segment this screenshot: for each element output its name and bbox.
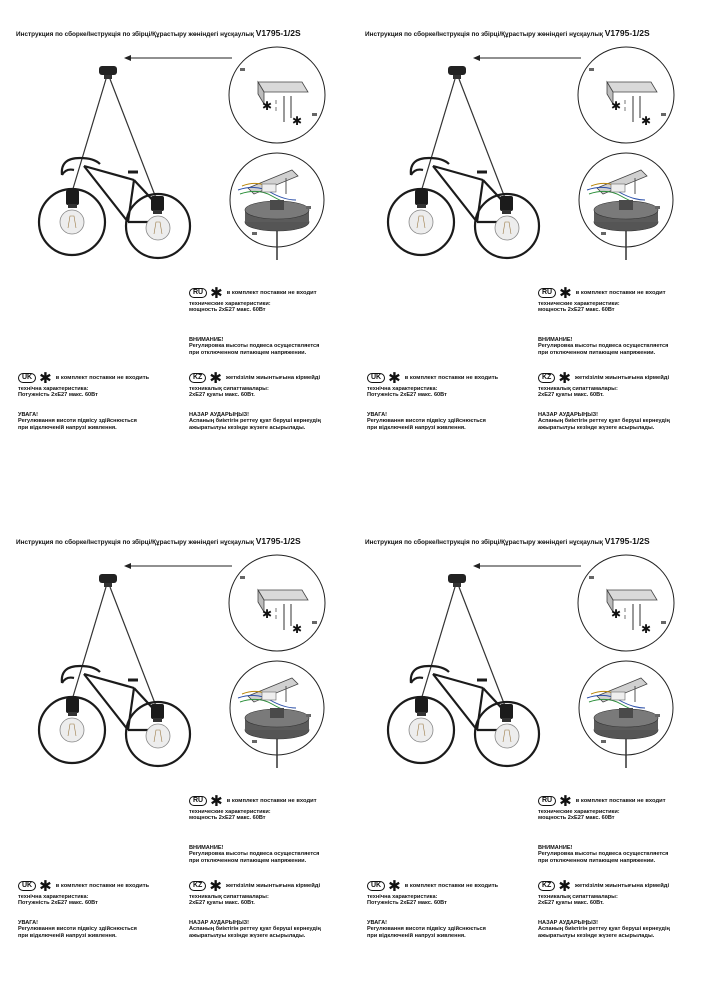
bracket-detail-diagram bbox=[578, 47, 674, 143]
ceiling-cup bbox=[99, 574, 117, 583]
kz-not-included: KZ ✱ жеткізілім жиынтығына кірмейді bbox=[189, 373, 320, 383]
star-marker: ✱ bbox=[262, 607, 273, 621]
lamp-socket-left bbox=[66, 698, 79, 716]
instruction-title: Инструкция по сборке/Інструкція по збірці/Құрастыру жөніндегі нұсқаулық V1795-1/2S bbox=[365, 28, 650, 38]
uk-specs: технічна характеристика: Потужність 2xE27 макс. 60Вт bbox=[367, 894, 447, 907]
star-icon: ✱ bbox=[388, 369, 401, 387]
bulb-left bbox=[409, 718, 433, 742]
uk-specs: технічна характеристика: Потужність 2xE27 макс. 60Вт bbox=[367, 386, 447, 399]
wiring-detail-diagram bbox=[230, 661, 324, 768]
bracket-detail-diagram bbox=[229, 555, 325, 651]
lamp-socket-right bbox=[500, 704, 513, 722]
ru-warning: ВНИМАНИЕ! Регулировка высоты подвеса осуществляется при отключенном питающем напряжении. bbox=[538, 337, 669, 356]
suspension-wire-left bbox=[72, 79, 106, 192]
lamp-socket-right bbox=[151, 704, 164, 722]
instruction-panel bbox=[0, 508, 353, 1008]
star-icon: ✱ bbox=[209, 877, 222, 895]
bulb-left bbox=[60, 210, 84, 234]
kz-badge: KZ bbox=[189, 881, 206, 891]
wiring-detail-diagram bbox=[579, 153, 673, 260]
ru-badge: RU bbox=[538, 796, 556, 806]
star-marker: ✱ bbox=[262, 99, 273, 113]
kz-specs: техникалық сипаттамалары: 2хЕ27 қуаты макс. 60Вт. bbox=[538, 386, 618, 399]
star-icon: ✱ bbox=[559, 284, 572, 302]
instruction-title: Инструкция по сборке/Інструкція по збірці/Құрастыру жөніндегі нұсқаулық V1795-1/2S bbox=[16, 28, 301, 38]
ru-not-included: RU ✱ в комплект поставки не входит bbox=[538, 288, 666, 298]
suspension-wire-left bbox=[421, 587, 455, 700]
uk-specs: технічна характеристика: Потужність 2xE27 макс. 60Вт bbox=[18, 894, 98, 907]
kz-specs: техникалық сипаттамалары: 2хЕ27 қуаты макс. 60Вт. bbox=[538, 894, 618, 907]
ceiling-cup bbox=[448, 574, 466, 583]
pointer-arrowhead bbox=[473, 563, 480, 569]
ru-not-included: RU ✱ в комплект поставки не входит bbox=[189, 288, 317, 298]
ru-warning: ВНИМАНИЕ! Регулировка высоты подвеса осуществляется при отключенном питающем напряжении. bbox=[538, 845, 669, 864]
bicycle-frame bbox=[388, 158, 539, 258]
pointer-arrowhead bbox=[473, 55, 480, 61]
ru-specs: технические характеристики: мощность 2xE27 макс. 60Вт bbox=[538, 301, 620, 314]
model-code: V1795-1/2S bbox=[255, 28, 301, 38]
suspension-wire-left bbox=[421, 79, 455, 192]
instruction-panel bbox=[349, 508, 702, 1008]
bracket-detail-diagram bbox=[229, 47, 325, 143]
ru-badge: RU bbox=[189, 288, 207, 298]
uk-warning: УВАГА! Регулювання висоти підвісу здійснюється при відключеній напрузі живлення. bbox=[367, 920, 486, 939]
instruction-title: Инструкция по сборке/Інструкція по збірці/Құрастыру жөніндегі нұсқаулық V1795-1/2S bbox=[16, 536, 301, 546]
lamp-socket-left bbox=[415, 698, 428, 716]
kz-not-included: KZ ✱ жеткізілім жиынтығына кірмейді bbox=[538, 881, 669, 891]
uk-warning: УВАГА! Регулювання висоти підвісу здійснюється при відключеній напрузі живлення. bbox=[18, 412, 137, 431]
lamp-socket-right bbox=[151, 196, 164, 214]
bicycle-frame bbox=[39, 666, 190, 766]
ceiling-cup bbox=[99, 66, 117, 75]
ru-warning: ВНИМАНИЕ! Регулировка высоты подвеса осуществляется при отключенном питающем напряжении. bbox=[189, 845, 320, 864]
kz-not-included: KZ ✱ жеткізілім жиынтығына кірмейді bbox=[538, 373, 669, 383]
bracket-detail-diagram bbox=[578, 555, 674, 651]
star-icon: ✱ bbox=[39, 877, 52, 895]
star-marker: ✱ bbox=[611, 607, 622, 621]
uk-badge: UK bbox=[367, 881, 385, 891]
star-marker: ✱ bbox=[292, 622, 303, 636]
uk-warning: УВАГА! Регулювання висоти підвісу здійснюється при відключеній напрузі живлення. bbox=[367, 412, 486, 431]
bulb-left bbox=[409, 210, 433, 234]
kz-warning: НАЗАР АУДАРЫҢЫЗ! Аспаның биіктігін реттеу қуат беруші кернеудің ажыратылуы кезінде жүзеге асырылады. bbox=[189, 412, 321, 431]
bulb-right bbox=[495, 724, 519, 748]
ru-specs: технические характеристики: мощность 2xE27 макс. 60Вт bbox=[538, 809, 620, 822]
uk-not-included: UK ✱ в комплект поставки не входить bbox=[367, 881, 498, 891]
kz-specs: техникалық сипаттамалары: 2хЕ27 қуаты макс. 60Вт. bbox=[189, 386, 269, 399]
uk-not-included: UK ✱ в комплект поставки не входить bbox=[18, 881, 149, 891]
star-icon: ✱ bbox=[388, 877, 401, 895]
wiring-detail-diagram bbox=[230, 153, 324, 260]
model-code: V1795-1/2S bbox=[604, 28, 650, 38]
star-icon: ✱ bbox=[559, 792, 572, 810]
ru-badge: RU bbox=[538, 288, 556, 298]
bulb-right bbox=[495, 216, 519, 240]
kz-warning: НАЗАР АУДАРЫҢЫЗ! Аспаның биіктігін реттеу қуат беруші кернеудің ажыратылуы кезінде жүзеге асырылады. bbox=[538, 412, 670, 431]
ru-not-included: RU ✱ в комплект поставки не входит bbox=[189, 796, 317, 806]
star-marker: ✱ bbox=[641, 622, 652, 636]
kz-badge: KZ bbox=[189, 373, 206, 383]
instruction-panel bbox=[0, 0, 353, 500]
pointer-arrowhead bbox=[124, 55, 131, 61]
kz-specs: техникалық сипаттамалары: 2хЕ27 қуаты макс. 60Вт. bbox=[189, 894, 269, 907]
star-marker: ✱ bbox=[611, 99, 622, 113]
uk-badge: UK bbox=[18, 881, 36, 891]
uk-specs: технічна характеристика: Потужність 2xE27 макс. 60Вт bbox=[18, 386, 98, 399]
uk-badge: UK bbox=[367, 373, 385, 383]
wiring-detail-diagram bbox=[579, 661, 673, 768]
star-marker: ✱ bbox=[292, 114, 303, 128]
kz-warning: НАЗАР АУДАРЫҢЫЗ! Аспаның биіктігін реттеу қуат беруші кернеудің ажыратылуы кезінде жүзеге асырылады. bbox=[538, 920, 670, 939]
kz-badge: KZ bbox=[538, 881, 555, 891]
ru-not-included: RU ✱ в комплект поставки не входит bbox=[538, 796, 666, 806]
instruction-panel bbox=[349, 0, 702, 500]
star-icon: ✱ bbox=[210, 792, 223, 810]
uk-warning: УВАГА! Регулювання висоти підвісу здійснюється при відключеній напрузі живлення. bbox=[18, 920, 137, 939]
uk-badge: UK bbox=[18, 373, 36, 383]
pointer-arrowhead bbox=[124, 563, 131, 569]
kz-warning: НАЗАР АУДАРЫҢЫЗ! Аспаның биіктігін реттеу қуат беруші кернеудің ажыратылуы кезінде жүзеге асырылады. bbox=[189, 920, 321, 939]
star-marker: ✱ bbox=[641, 114, 652, 128]
uk-not-included: UK ✱ в комплект поставки не входить bbox=[367, 373, 498, 383]
kz-not-included: KZ ✱ жеткізілім жиынтығына кірмейді bbox=[189, 881, 320, 891]
bicycle-frame bbox=[39, 158, 190, 258]
star-icon: ✱ bbox=[558, 877, 571, 895]
star-icon: ✱ bbox=[209, 369, 222, 387]
model-code: V1795-1/2S bbox=[604, 536, 650, 546]
instruction-title: Инструкция по сборке/Інструкція по збірці/Құрастыру жөніндегі нұсқаулық V1795-1/2S bbox=[365, 536, 650, 546]
star-icon: ✱ bbox=[558, 369, 571, 387]
bicycle-frame bbox=[388, 666, 539, 766]
lamp-socket-left bbox=[415, 190, 428, 208]
star-icon: ✱ bbox=[210, 284, 223, 302]
bulb-right bbox=[146, 724, 170, 748]
uk-not-included: UK ✱ в комплект поставки не входить bbox=[18, 373, 149, 383]
suspension-wire-left bbox=[72, 587, 106, 700]
ru-specs: технические характеристики: мощность 2xE27 макс. 60Вт bbox=[189, 809, 271, 822]
model-code: V1795-1/2S bbox=[255, 536, 301, 546]
lamp-socket-left bbox=[66, 190, 79, 208]
kz-badge: KZ bbox=[538, 373, 555, 383]
star-icon: ✱ bbox=[39, 369, 52, 387]
lamp-socket-right bbox=[500, 196, 513, 214]
ru-badge: RU bbox=[189, 796, 207, 806]
bulb-left bbox=[60, 718, 84, 742]
ru-warning: ВНИМАНИЕ! Регулировка высоты подвеса осуществляется при отключенном питающем напряжении. bbox=[189, 337, 320, 356]
ru-specs: технические характеристики: мощность 2xE27 макс. 60Вт bbox=[189, 301, 271, 314]
bulb-right bbox=[146, 216, 170, 240]
ceiling-cup bbox=[448, 66, 466, 75]
